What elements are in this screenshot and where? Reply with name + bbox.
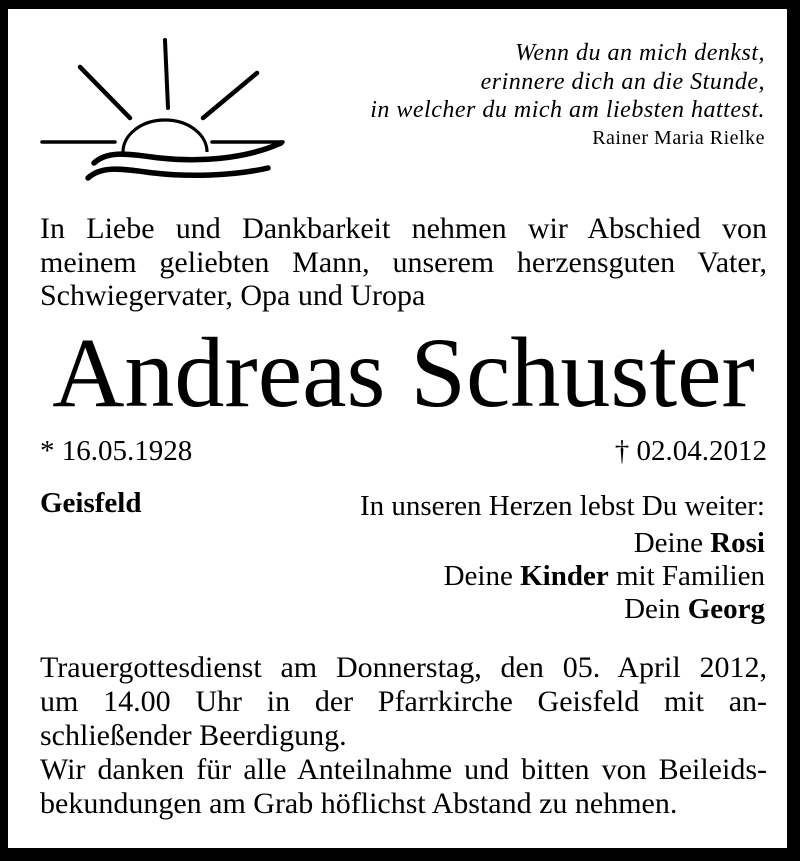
intro-line: meinem geliebten Mann, unserem herzensguten Vater,: [40, 245, 767, 279]
mourner-prefix: Deine: [633, 527, 711, 559]
life-dates: [40, 434, 767, 468]
water-wave-lower: [88, 168, 268, 178]
mourner-prefix: Deine: [443, 560, 521, 592]
quote-line: erinnere dich an die Stunde,: [480, 68, 765, 95]
quote-line: Wenn du an mich denkst,: [515, 40, 765, 66]
sun-ray-vertical: [165, 40, 168, 108]
mourner-suffix: mit Familien: [608, 560, 765, 592]
service-line: Trauergottesdienst am Donnerstag, den 05. April 2012,: [40, 651, 767, 684]
sun-ray-left: [80, 67, 130, 118]
quote-line: in welcher du mich am liebsten hattest.: [370, 97, 765, 123]
mourner-prefix: Dein: [624, 593, 688, 625]
thanks-line: Wir danken für alle Anteilnahme und bitten von Beileids-: [40, 753, 767, 786]
mourner-name: Kinder: [520, 560, 609, 592]
quote-attribution: Rainer Maria Rielke: [592, 126, 765, 149]
intro-line: In Liebe und Dankbarkeit nehmen wir Abschied von: [40, 212, 767, 245]
sun-disc: [123, 120, 207, 152]
service-paragraph: [40, 651, 767, 753]
intro-line: Schwiegervater, Opa und Uropa: [40, 279, 426, 312]
deceased-name: Andreas Schuster: [52, 317, 755, 428]
mourner-name: Rosi: [710, 527, 765, 559]
thanks-paragraph: [40, 753, 767, 821]
death-date: † 02.04.2012: [614, 435, 767, 467]
service-line: schließender Beerdigung.: [40, 719, 347, 752]
thanks-line: bekundungen am Grab höflichst Abstand zu nehmen.: [40, 787, 678, 820]
sun-ray-right: [203, 73, 257, 118]
sunset-over-water-icon: [38, 28, 288, 183]
memorial-quote: [370, 39, 765, 152]
mourner-line: [360, 593, 765, 626]
closing-block: [40, 651, 767, 821]
intro-paragraph: [40, 212, 767, 313]
mourner-name: Georg: [687, 593, 765, 625]
mourner-line: [360, 560, 765, 593]
tribute-heading: In unseren Herzen lebst Du weiter:: [359, 490, 765, 522]
place-name: Geisfeld: [40, 487, 142, 519]
service-line: um 14.00 Uhr in der Pfarrkirche Geisfeld mit an-: [40, 685, 767, 718]
mourner-line: [360, 527, 765, 560]
tribute-block: [360, 490, 765, 626]
birth-date: * 16.05.1928: [40, 435, 193, 467]
